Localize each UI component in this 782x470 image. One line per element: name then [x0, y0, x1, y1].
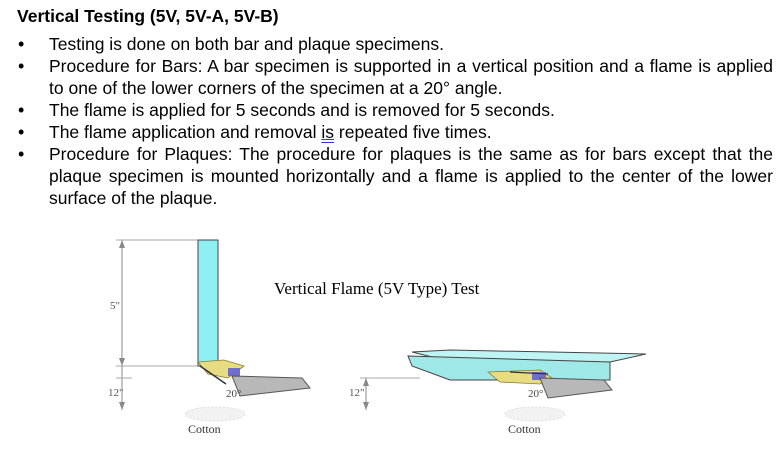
dimension-label-5in: 5": [110, 300, 120, 312]
arrow-head: [363, 378, 369, 386]
bar-specimen: [198, 240, 218, 366]
underlined-word: is: [321, 122, 335, 142]
bullet-text: Procedure for Plaques: The procedure for plaques is the same as for bars except that the plaque specimen is mounted horizontally and a flame is applied to the center of the lower surface of the plaque.: [49, 144, 773, 208]
cotton-pad: [185, 407, 245, 421]
flame-core: [228, 368, 240, 376]
page-heading: Vertical Testing (5V, 5V-A, 5V-B): [17, 6, 279, 26]
bullet-text: The flame application and removal: [49, 122, 322, 142]
bullet-text: The flame is applied for 5 seconds and is removed for 5 seconds.: [49, 100, 555, 120]
arrow-head: [119, 240, 125, 248]
bullet-text: Testing is done on both bar and plaque specimens.: [49, 34, 444, 54]
cotton-label: Cotton: [508, 422, 541, 436]
angle-label: 20°: [528, 388, 544, 400]
dimension-label-12in: 12": [349, 387, 365, 399]
bullet-text: repeated five times.: [334, 122, 492, 142]
dimension-label-12in: 12": [108, 387, 124, 399]
burner-tube: [232, 376, 310, 396]
arrow-head: [119, 402, 125, 410]
cotton-pad: [505, 407, 565, 421]
angle-label: 20°: [226, 388, 242, 400]
bullet-text: Procedure for Bars: A bar specimen is supported in a vertical position and a flame is applied to one of the lower corners of the specimen at a 20° angle.: [49, 56, 773, 98]
arrow-head: [363, 402, 369, 410]
burner-tube: [540, 378, 612, 398]
figure-title: Vertical Flame (5V Type) Test: [274, 279, 480, 298]
cotton-label: Cotton: [188, 422, 221, 436]
arrow-head: [119, 358, 125, 366]
